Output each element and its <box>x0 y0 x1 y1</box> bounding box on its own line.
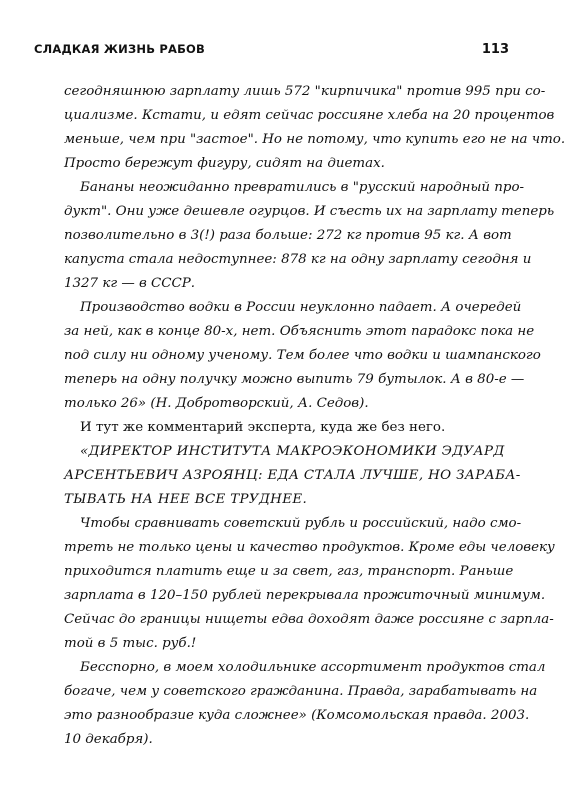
running-title: СЛАДКАЯ ЖИЗНЬ РАБОВ <box>34 42 205 56</box>
text-line: под силу ни одному ученому. Тем более что водки и шампанского <box>64 348 541 363</box>
text-line: богаче, чем у советского гражданина. Правда, зарабатывать на <box>64 684 538 699</box>
text-line: 1327 кг — в СССР. <box>64 276 196 291</box>
text-line: зарплата в 120–150 рублей перекрывала прожиточный минимум. <box>64 588 546 603</box>
text-line: Чтобы сравнивать советский рубль и российский, надо смо- <box>80 516 522 531</box>
text-line: Бананы неожиданно превратились в "русский народный про- <box>80 180 525 195</box>
text-line: Бесспорно, в моем холодильнике ассортимент продуктов стал <box>80 660 546 675</box>
text-line: приходится платить еще и за свет, газ, транспорт. Раньше <box>64 564 514 579</box>
text-line: Сейчас до границы нищеты едва доходят даже россияне с зарпла- <box>64 612 554 627</box>
text-line: меньше, чем при "застое". Но не потому, что купить его не на что. <box>64 132 565 147</box>
text-line: дукт". Они уже дешевле огурцов. И съесть их на зарплату теперь <box>64 204 555 219</box>
page-header <box>34 42 509 57</box>
text-line: только 26» (Н. Добротворский, А. Седов). <box>64 396 369 411</box>
text-line: той в 5 тыс. руб.! <box>64 636 197 651</box>
text-line: сегодняшнюю зарплату лишь 572 "кирпичика" против 995 при со- <box>64 84 546 99</box>
text-line: за ней, как в конце 80-х, нет. Объяснить этот парадокс пока не <box>64 324 535 339</box>
text-line: позволительно в 3(!) раза больше: 272 кг против 95 кг. А вот <box>64 228 512 243</box>
text-line: теперь на одну получку можно выпить 79 бутылок. А в 80-е — <box>64 372 525 387</box>
text-line: капуста стала недоступнее: 878 кг на одну зарплату сегодня и <box>64 252 532 267</box>
text-line: «ДИРЕКТОР ИНСТИТУТА МАКРОЭКОНОМИКИ ЭДУАРД <box>80 444 505 459</box>
page-number: 113 <box>481 42 509 57</box>
text-line: ТЫВАТЬ НА НЕЕ ВСЕ ТРУДНЕЕ. <box>64 492 308 507</box>
text-line: Просто бережут фигуру, сидят на диетах. <box>64 156 385 171</box>
text-line: треть не только цены и качество продуктов. Кроме еды человеку <box>64 540 555 555</box>
text-line: 10 декабря). <box>64 732 153 747</box>
text-line: циализме. Кстати, и едят сейчас россияне хлеба на 20 процентов <box>64 108 555 123</box>
text-line: Производство водки в России неуклонно падает. А очередей <box>80 300 522 315</box>
text-line: это разнообразие куда сложнее» (Комсомольская правда. 2003. <box>64 708 530 723</box>
text-line: И тут же комментарий эксперта, куда же без него. <box>80 420 446 435</box>
text-line: АРСЕНТЬЕВИЧ АЗРОЯНЦ: ЕДА СТАЛА ЛУЧШЕ, НО ЗАРАБА- <box>64 468 521 483</box>
